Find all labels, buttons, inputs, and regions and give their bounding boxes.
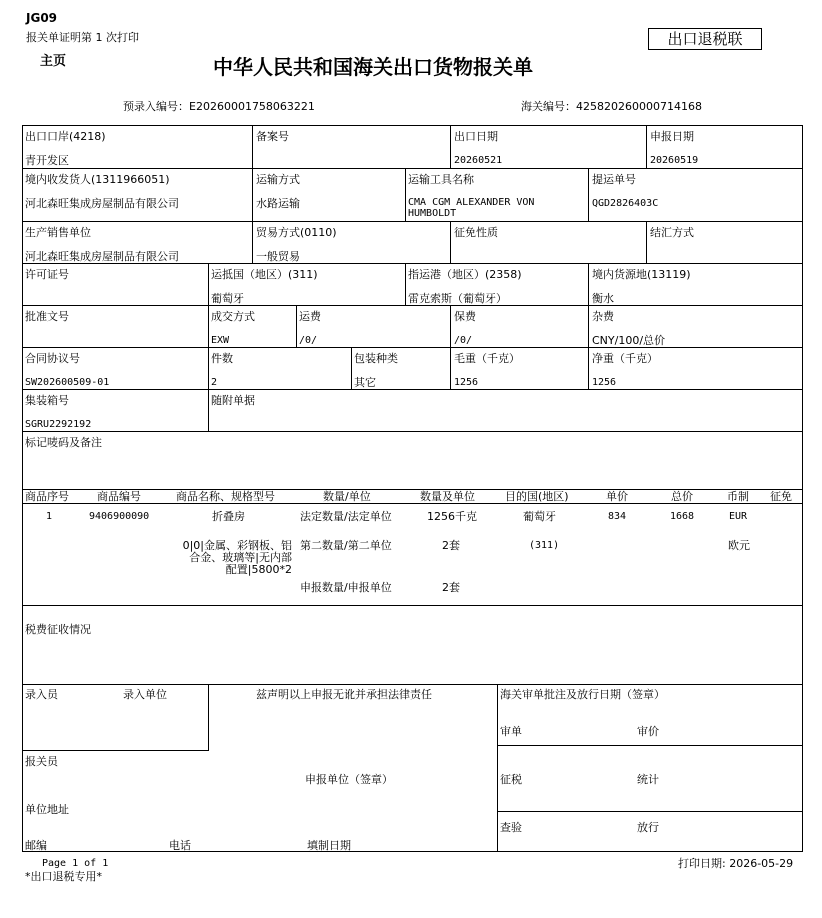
destination-country-label: 运抵国（地区）(311) xyxy=(211,268,318,281)
container-label: 集装箱号 xyxy=(25,394,69,407)
entry-clerk-label: 录入员 xyxy=(25,688,58,701)
freight-value: /0/ xyxy=(299,335,318,346)
net-weight-label: 净重（千克） xyxy=(592,352,658,365)
bill-of-lading-value: QGD2826403C xyxy=(592,198,659,209)
freight-label: 运费 xyxy=(299,310,321,323)
export-date-value: 20260521 xyxy=(454,155,503,166)
item-seq: 1 xyxy=(46,511,53,522)
consignor-label: 境内收发货人(1311966051) xyxy=(25,173,170,186)
producer-label: 生产销售单位 xyxy=(25,226,91,239)
page-indicator: Page 1 of 1 xyxy=(42,858,109,869)
entry-unit-label: 录入单位 xyxy=(123,688,167,701)
review-label: 审单 xyxy=(500,725,522,738)
goods-header-code: 商品编号 xyxy=(97,490,141,503)
declaration-statement: 兹声明以上申报无讹并承担法律责任 xyxy=(256,688,432,701)
declare-date-value: 20260519 xyxy=(650,155,699,166)
contract-label: 合同协议号 xyxy=(25,352,80,365)
item-unit-price: 834 xyxy=(608,511,627,522)
goods-header-country: 目的国(地区) xyxy=(505,490,569,503)
vessel-name-value-line2: HUMBOLDT xyxy=(408,208,457,219)
fill-date-label: 填制日期 xyxy=(307,839,351,852)
gross-weight-label: 毛重（千克） xyxy=(454,352,520,365)
destination-port-label: 指运港（地区）(2358) xyxy=(408,268,522,281)
item-spec-line2: 合金、玻璃等|无内部 xyxy=(189,551,292,564)
legal-qty-label: 法定数量/法定单位 xyxy=(300,510,392,523)
pieces-label: 件数 xyxy=(211,352,233,365)
main-page-label: 主页 xyxy=(40,54,67,69)
approval-number-label: 批准文号 xyxy=(25,310,69,323)
declarant-label: 报关员 xyxy=(25,755,58,768)
legal-qty-value: 1256千克 xyxy=(427,510,477,523)
goods-header-name: 商品名称、规格型号 xyxy=(176,490,275,503)
customs-approval-label: 海关审单批注及放行日期（签章） xyxy=(500,688,665,701)
destination-port-value: 雷克索斯（葡萄牙） xyxy=(408,292,507,305)
statistics-label: 统计 xyxy=(637,773,659,786)
record-number-label: 备案号 xyxy=(256,130,289,143)
goods-header-qty-unit: 数量/单位 xyxy=(323,490,371,503)
customs-number: 海关编号：425820260000714168 xyxy=(521,100,702,113)
consignor-value: 河北森旺集成房屋制品有限公司 xyxy=(25,197,179,210)
declared-qty-value: 2套 xyxy=(442,581,460,594)
tax-refund-stamp: 出口退税联 xyxy=(648,28,762,50)
print-count: 报关单证明第 1 次打印 xyxy=(26,31,139,44)
goods-source-value: 衡水 xyxy=(592,292,614,305)
goods-header-quantity: 数量及单位 xyxy=(420,490,475,503)
transport-mode-value: 水路运输 xyxy=(256,197,300,210)
goods-header-exemption: 征免 xyxy=(770,490,792,503)
insurance-label: 保费 xyxy=(454,310,476,323)
gross-weight-value: 1256 xyxy=(454,377,479,388)
transport-mode-label: 运输方式 xyxy=(256,173,300,186)
marks-remarks-label: 标记唛码及备注 xyxy=(25,436,102,449)
package-type-label: 包装种类 xyxy=(354,352,398,365)
trade-mode-value: 一般贸易 xyxy=(256,250,300,263)
release-label: 放行 xyxy=(637,821,659,834)
producer-value: 河北森旺集成房屋制品有限公司 xyxy=(25,250,179,263)
form-code: JG09 xyxy=(26,11,58,25)
declare-unit-sign-label: 申报单位（签章） xyxy=(305,773,393,786)
contract-value: SW202600509-01 xyxy=(25,377,110,388)
misc-fee-value: CNY/100/总价 xyxy=(592,334,666,347)
container-value: SGRU2292192 xyxy=(25,419,92,430)
unit-address-label: 单位地址 xyxy=(25,803,69,816)
page-title: 中华人民共和国海关出口货物报关单 xyxy=(213,55,533,79)
item-total: 1668 xyxy=(670,511,695,522)
item-name: 折叠房 xyxy=(212,510,245,523)
goods-source-label: 境内货源地(13119) xyxy=(592,268,691,281)
deal-mode-value: EXW xyxy=(211,335,230,346)
prerecord-number: 预录入编号：E20260001758063221 xyxy=(123,100,315,113)
misc-fee-label: 杂费 xyxy=(592,310,614,323)
deal-mode-label: 成交方式 xyxy=(211,310,255,323)
print-date: 打印日期: 2026-05-29 xyxy=(678,857,794,870)
export-port-label: 出口口岸(4218) xyxy=(25,130,106,143)
levy-tax-label: 征税 xyxy=(500,773,522,786)
pieces-value: 2 xyxy=(211,377,218,388)
tax-refund-use-note: *出口退税专用* xyxy=(25,870,102,883)
net-weight-value: 1256 xyxy=(592,377,617,388)
item-spec-line3: 配置|5800*2 xyxy=(225,563,292,576)
license-label: 许可证号 xyxy=(25,268,69,281)
trade-mode-label: 贸易方式(0110) xyxy=(256,226,337,239)
package-type-value: 其它 xyxy=(354,376,376,389)
goods-header-currency: 币制 xyxy=(727,490,749,503)
item-code: 9406900090 xyxy=(89,511,150,522)
vessel-name-value-line1: CMA CGM ALEXANDER VON xyxy=(408,197,535,208)
postcode-label: 邮编 xyxy=(25,839,47,852)
item-country: 葡萄牙 xyxy=(523,510,556,523)
attached-docs-label: 随附单据 xyxy=(211,394,255,407)
declared-qty-label: 申报数量/申报单位 xyxy=(300,581,392,594)
bill-of-lading-label: 提运单号 xyxy=(592,173,636,186)
item-currency-name: 欧元 xyxy=(728,539,750,552)
goods-header-seq: 商品序号 xyxy=(25,490,69,503)
inspection-label: 查验 xyxy=(500,821,522,834)
second-qty-value: 2套 xyxy=(442,539,460,552)
vessel-name-label: 运输工具名称 xyxy=(408,173,474,186)
declare-date-label: 申报日期 xyxy=(650,130,694,143)
tax-levy-label: 税费征收情况 xyxy=(25,623,91,636)
second-qty-label: 第二数量/第二单位 xyxy=(300,539,392,552)
item-spec-line1: 0|0|金属、彩钢板、铝 xyxy=(182,539,292,552)
settlement-label: 结汇方式 xyxy=(650,226,694,239)
item-currency-code: EUR xyxy=(729,511,748,522)
phone-label: 电话 xyxy=(169,839,191,852)
goods-header-unit-price: 单价 xyxy=(606,490,628,503)
export-date-label: 出口日期 xyxy=(454,130,498,143)
insurance-value: /0/ xyxy=(454,335,473,346)
price-review-label: 审价 xyxy=(637,725,659,738)
goods-header-total: 总价 xyxy=(671,490,693,503)
destination-country-value: 葡萄牙 xyxy=(211,292,244,305)
item-country-code: (311) xyxy=(529,540,560,551)
export-port-value: 青开发区 xyxy=(25,154,69,167)
levy-nature-label: 征免性质 xyxy=(454,226,498,239)
